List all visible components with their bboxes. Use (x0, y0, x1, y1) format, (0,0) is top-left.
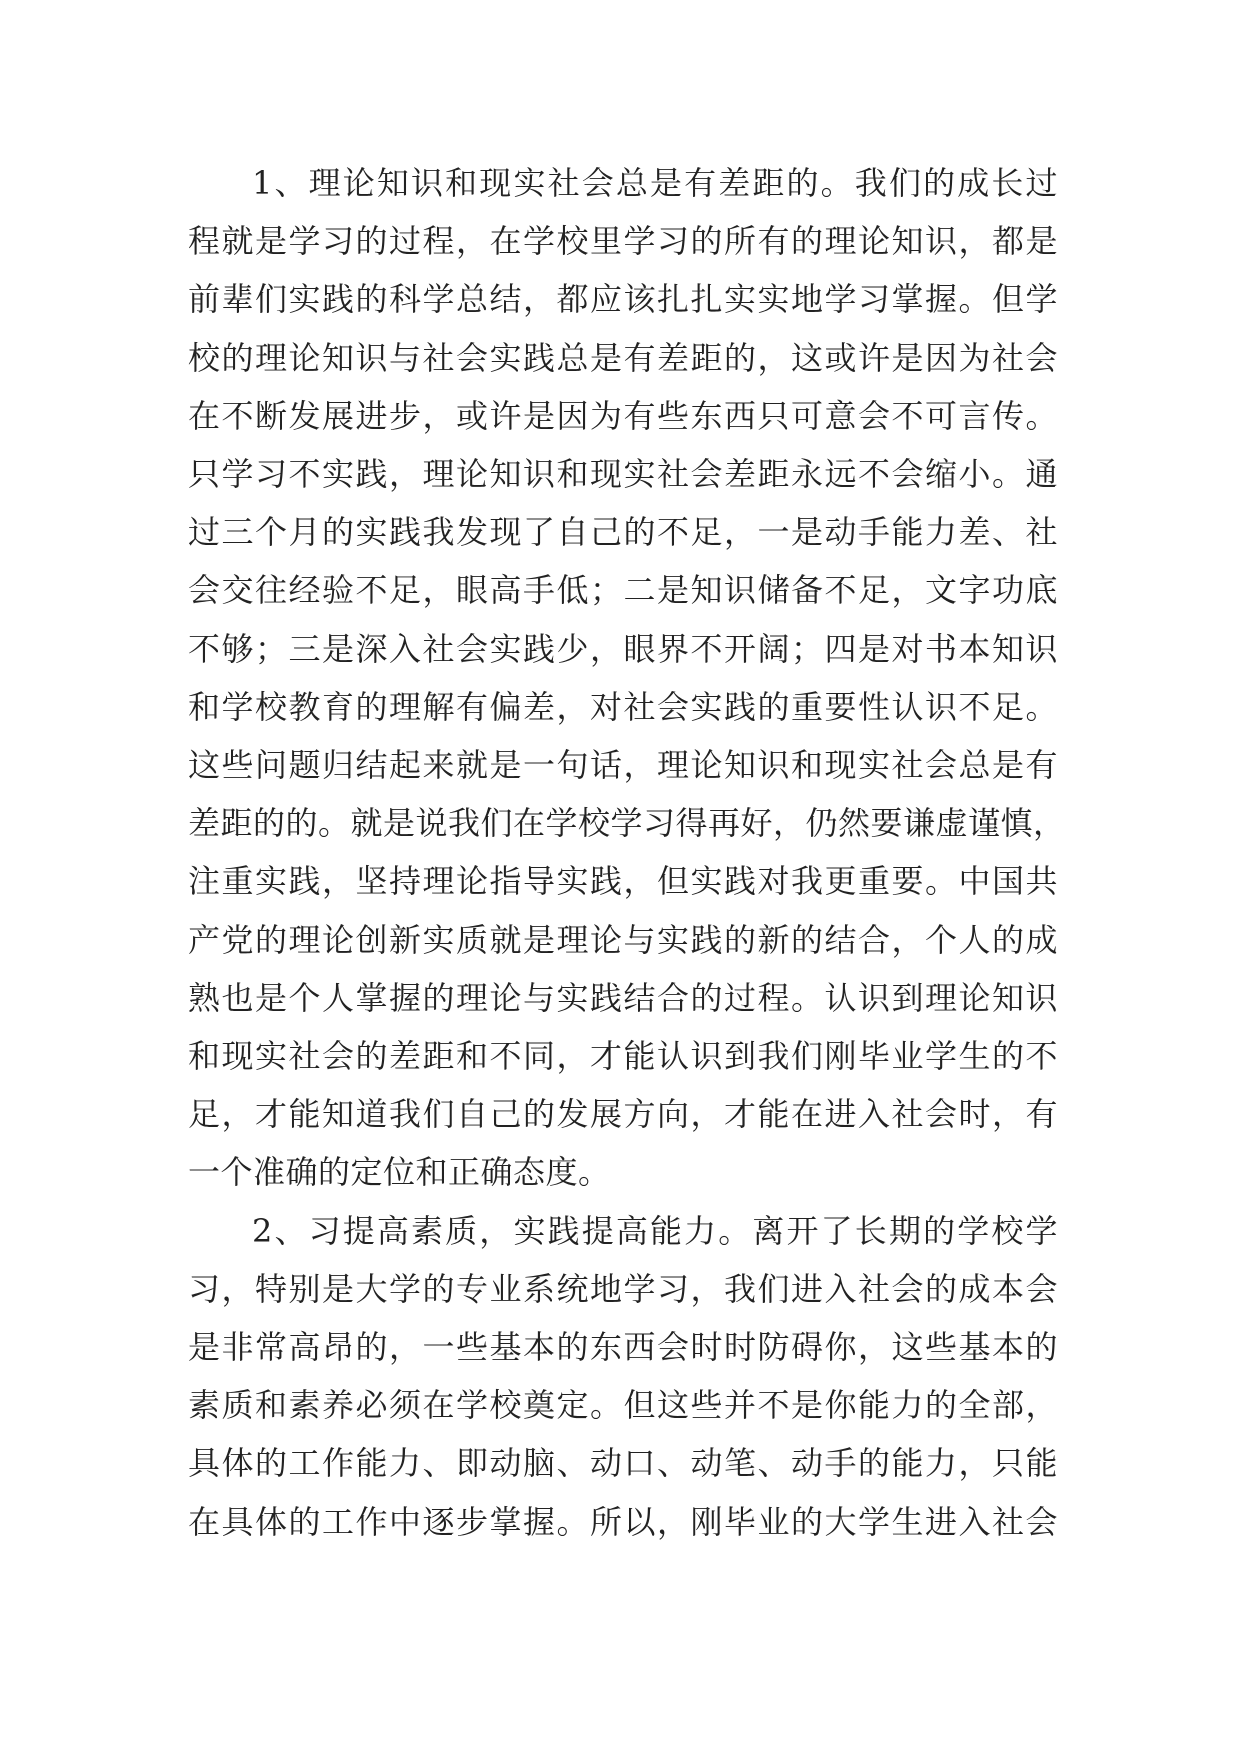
text-line: 素质和素养必须在学校奠定。但这些并不是你能力的全部， (188, 1386, 1058, 1425)
text-line: 2、习提高素质，实践提高能力。离开了长期的学校学 (252, 1211, 1058, 1250)
text-line: 1、理论知识和现实社会总是有差距的。我们的成长过 (252, 164, 1058, 202)
text-line: 注重实践，坚持理论指导实践，但实践对我更重要。中国共 (188, 862, 1058, 901)
text-line: 在不断发展进步，或许是因为有些东西只可意会不可言传。 (188, 396, 1058, 435)
text-line: 和现实社会的差距和不同，才能认识到我们刚毕业学生的不 (188, 1037, 1058, 1076)
text-line: 熟也是个人掌握的理论与实践结合的过程。认识到理论知识 (188, 978, 1058, 1017)
text-line: 不够；三是深入社会实践少，眼界不开阔；四是对书本知识 (188, 629, 1058, 668)
text-line: 习，特别是大学的专业系统地学习，我们进入社会的成本会 (188, 1269, 1058, 1308)
text-line: 一个准确的定位和正确态度。 (188, 1153, 611, 1192)
text-line: 会交往经验不足，眼高手低；二是知识储备不足，文字功底 (188, 571, 1058, 610)
text-line: 过三个月的实践我发现了自己的不足，一是动手能力差、社 (188, 513, 1058, 552)
text-line: 这些问题归结起来就是一句话，理论知识和现实社会总是有 (188, 746, 1058, 785)
paragraph (188, 1202, 1058, 1551)
text-line: 前辈们实践的科学总结，都应该扎扎实实地学习掌握。但学 (188, 280, 1058, 319)
paragraph (188, 154, 1066, 1202)
text-line: 产党的理论创新实质就是理论与实践的新的结合，个人的成 (188, 920, 1058, 959)
text-line: 程就是学习的过程，在学校里学习的所有的理论知识，都是 (188, 222, 1058, 261)
text-line: 在具体的工作中逐步掌握。所以，刚毕业的大学生进入社会 (188, 1502, 1058, 1541)
text-line: 足，才能知道我们自己的发展方向，才能在进入社会时，有 (188, 1095, 1058, 1134)
text-line: 差距的的。就是说我们在学校学习得再好，仍然要谦虚谨慎， (188, 804, 1066, 843)
text-line: 是非常高昂的，一些基本的东西会时时防碍你，这些基本的 (188, 1328, 1058, 1367)
document-body (188, 154, 1066, 1551)
text-line: 和学校教育的理解有偏差，对社会实践的重要性认识不足。 (188, 687, 1058, 726)
text-line: 校的理论知识与社会实践总是有差距的，这或许是因为社会 (188, 338, 1058, 377)
text-line: 具体的工作能力、即动脑、动口、动笔、动手的能力，只能 (188, 1444, 1058, 1483)
text-line: 只学习不实践，理论知识和现实社会差距永远不会缩小。通 (188, 455, 1058, 494)
